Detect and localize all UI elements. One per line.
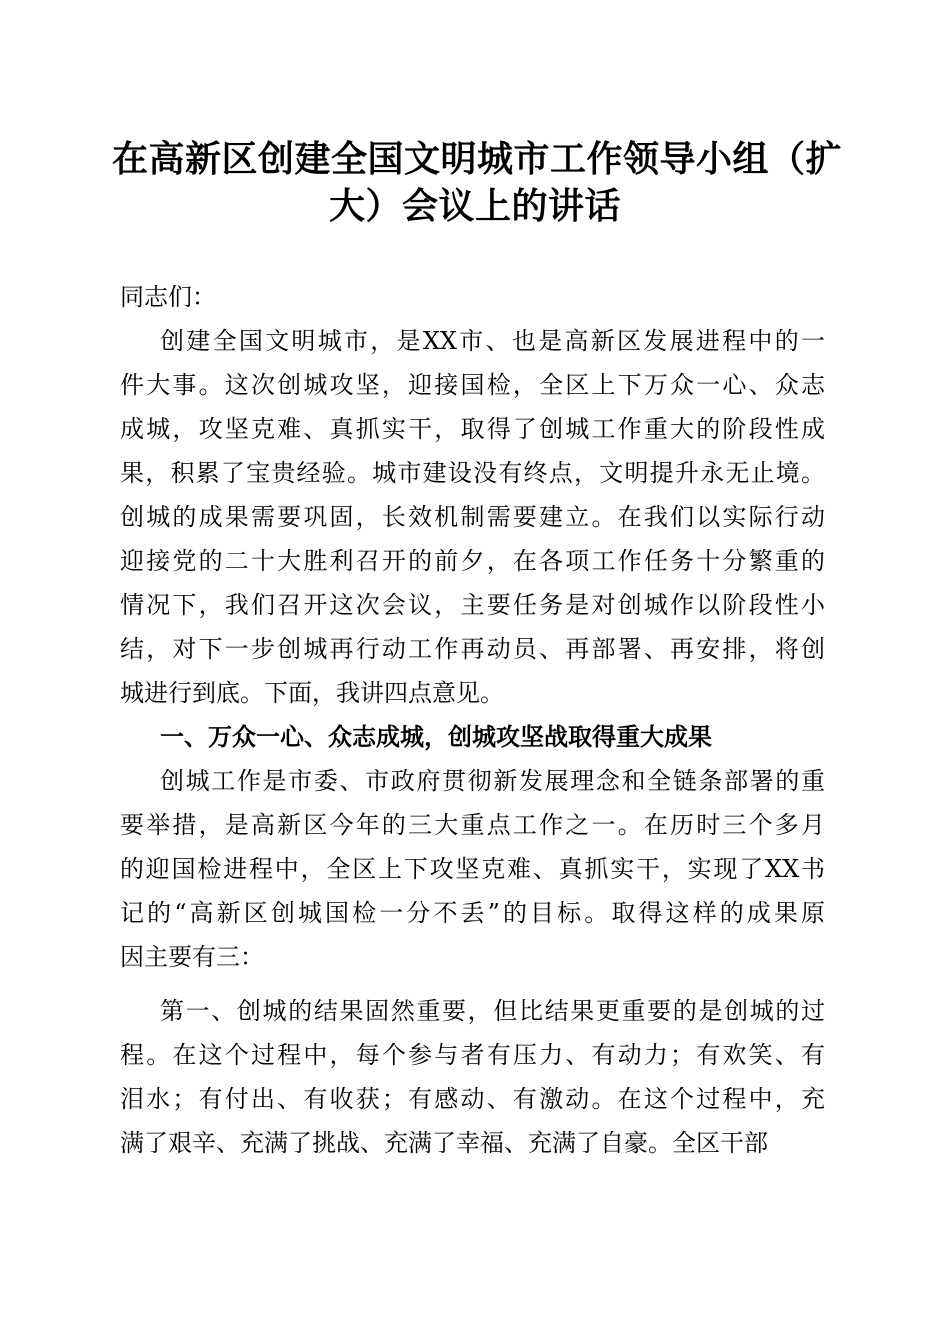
text-line: 记的“高新区创城国检一分不丢”的目标。取得这样的成果原	[120, 899, 825, 927]
paragraph-3	[120, 989, 825, 1165]
text-line: 件大事。这次创城攻坚，迎接国检，全区上下万众一心、众志	[120, 371, 825, 399]
text-line: 迎接党的二十大胜利召开的前夕，在各项工作任务十分繁重的	[120, 547, 825, 575]
text-line: 要举措，是高新区今年的三大重点工作之一。在历时三个多月	[120, 811, 825, 839]
text-line: 的迎国检进程中，全区上下攻坚克难、真抓实干，实现了XX书	[120, 855, 825, 883]
text-line: 果，积累了宝贵经验。城市建设没有终点，文明提升永无止境。	[120, 459, 825, 487]
title-line: 大）会议上的讲话	[328, 185, 621, 227]
text-line: 成城，攻坚克难、真抓实干，取得了创城工作重大的阶段性成	[120, 415, 825, 443]
text-line: 创建全国文明城市，是XX市、也是高新区发展进程中的一	[160, 327, 825, 355]
paragraph-1	[120, 319, 825, 715]
heading-text: 一、万众一心、众志成城，创城攻坚战取得重大成果	[160, 723, 712, 751]
text-line: 泪水；有付出、有收获；有感动、有激动。在这个过程中，充	[120, 1085, 825, 1113]
text-line: 情况下，我们召开这次会议，主要任务是对创城作以阶段性小	[120, 591, 825, 619]
document-title	[112, 136, 843, 230]
text-line: 程。在这个过程中，每个参与者有压力、有动力；有欢笑、有	[120, 1041, 825, 1069]
paragraph-2	[120, 759, 825, 979]
text-line: 城进行到底。下面，我讲四点意见。	[120, 679, 504, 707]
text-line: 创城工作是市委、市政府贯彻新发展理念和全链条部署的重	[160, 767, 825, 795]
text-line: 第一、创城的结果固然重要，但比结果更重要的是创城的过	[160, 997, 825, 1025]
text-line: 创城的成果需要巩固，长效机制需要建立。在我们以实际行动	[120, 503, 825, 531]
text-line: 结，对下一步创城再行动工作再动员、再部署、再安排，将创	[120, 635, 825, 663]
text-line: 因主要有三：	[120, 943, 264, 971]
document-body	[120, 275, 825, 1165]
text-line: 满了艰辛、充满了挑战、充满了幸福、充满了自豪。全区干部	[120, 1129, 768, 1157]
title-line: 在高新区创建全国文明城市工作领导小组（扩	[112, 138, 843, 180]
salutation-text: 同志们：	[120, 283, 216, 311]
section-heading-1	[120, 715, 825, 759]
salutation	[120, 275, 825, 319]
